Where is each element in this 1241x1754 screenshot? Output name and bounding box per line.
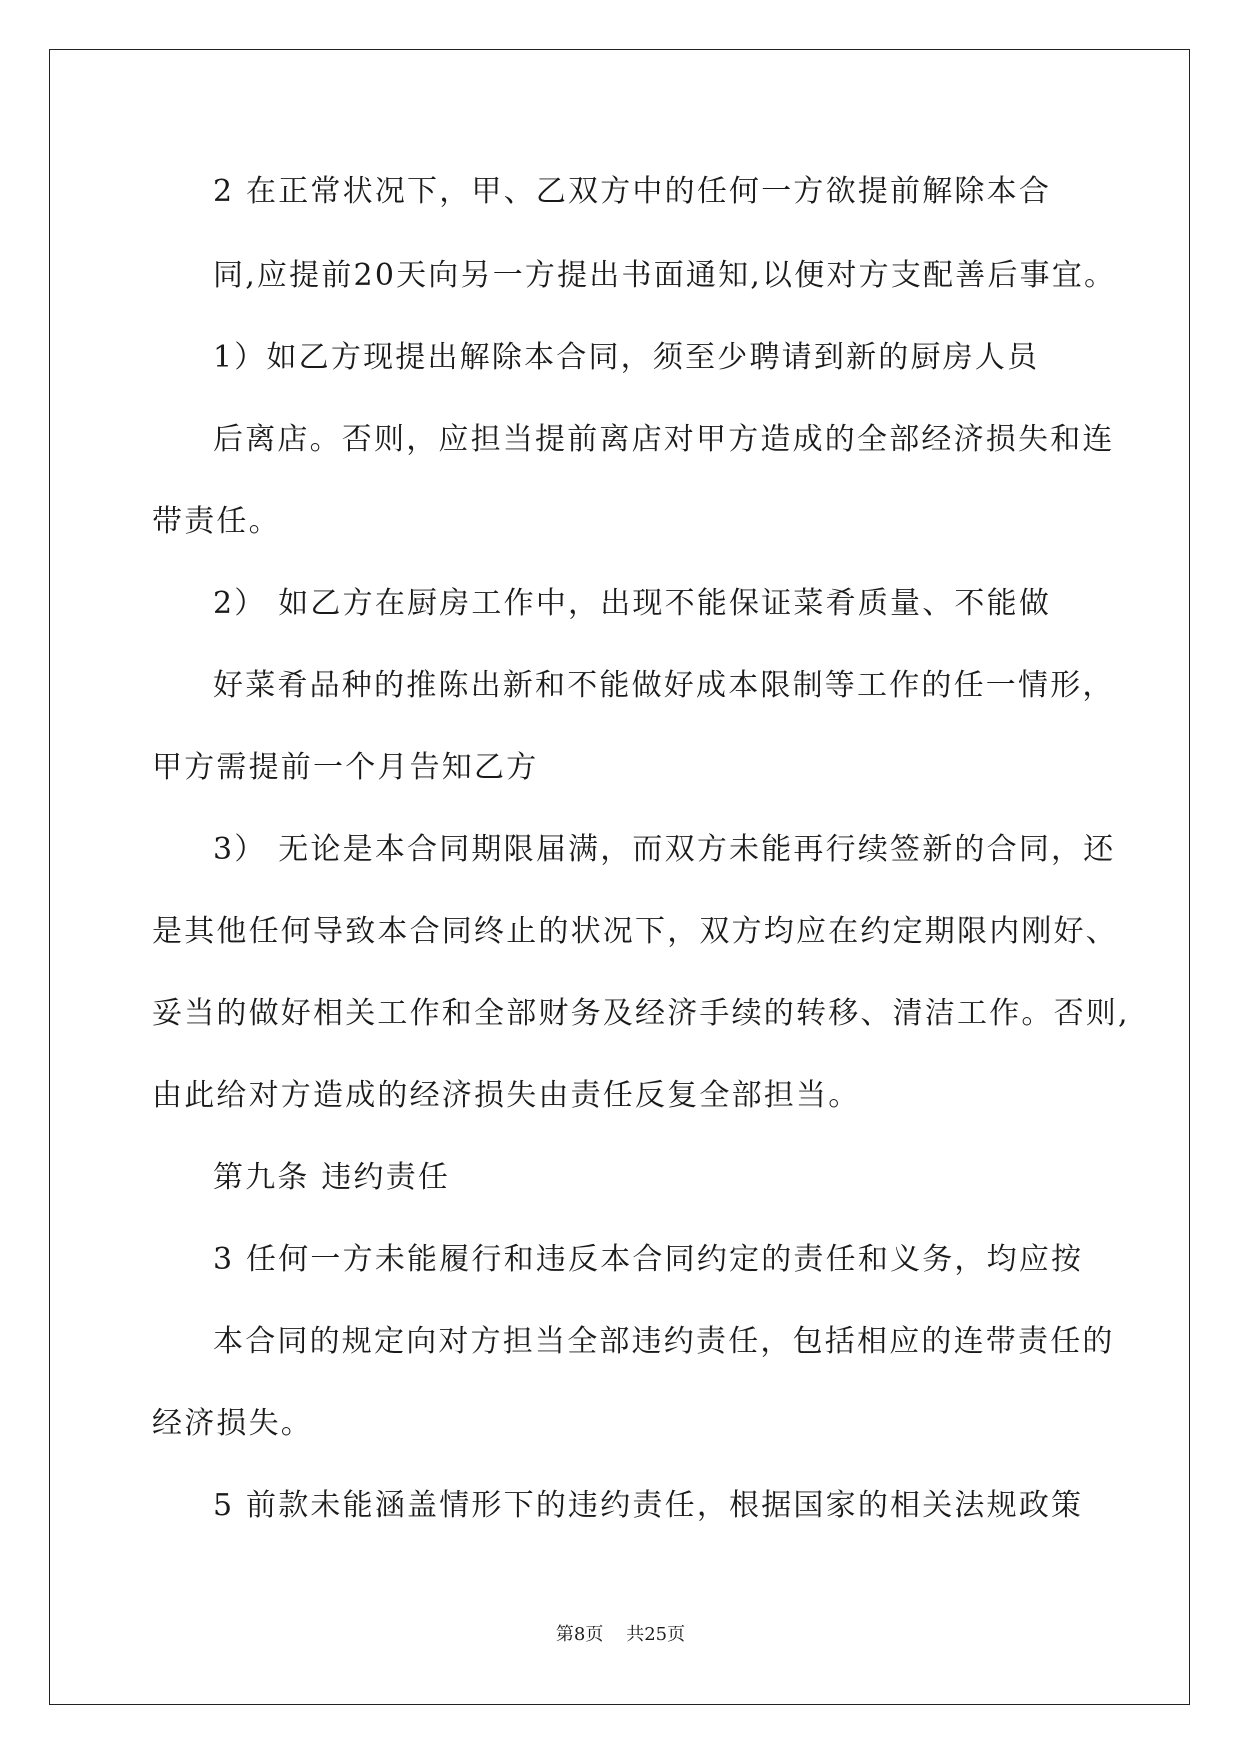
text-line-1: 2 在正常状况下，甲、乙双方中的任何一方欲提前解除本合 [213, 174, 1052, 209]
text-line-8: 甲方需提前一个月告知乙方 [152, 750, 539, 785]
text-line-16: 经济损失。 [152, 1406, 313, 1441]
text-line-3: 1）如乙方现提出解除本合同，须至少聘请到新的厨房人员 [213, 340, 1040, 375]
text-line-7: 好菜肴品种的推陈出新和不能做好成本限制等工作的任一情形， [213, 668, 1115, 703]
text-line-11: 妥当的做好相关工作和全部财务及经济手续的转移、清洁工作。否则, [152, 996, 1130, 1031]
page-number-footer: 第8页 共25页 [555, 1624, 686, 1645]
text-line-12: 由此给对方造成的经济损失由责任反复全部担当。 [152, 1078, 861, 1113]
page-border [49, 49, 1190, 1705]
text-line-2: 同,应提前20天向另一方提出书面通知,以便对方支配善后事宜。 [213, 258, 1117, 293]
text-line-17: 5 前款未能涵盖情形下的违约责任，根据国家的相关法规政策 [213, 1488, 1084, 1523]
text-line-5: 带责任。 [152, 504, 281, 539]
text-line-10: 是其他任何导致本合同终止的状况下，双方均应在约定期限内刚好、 [152, 914, 1118, 949]
text-line-15: 本合同的规定向对方担当全部违约责任，包括相应的连带责任的 [213, 1324, 1115, 1359]
text-line-9: 3） 无论是本合同期限届满，而双方未能再行续签新的合同，还 [213, 832, 1116, 867]
text-line-4: 后离店。否则，应担当提前离店对甲方造成的全部经济损失和连 [213, 422, 1115, 457]
text-line-6: 2） 如乙方在厨房工作中，出现不能保证菜肴质量、不能做 [213, 586, 1052, 621]
text-line-14: 3 任何一方未能履行和违反本合同约定的责任和义务，均应按 [213, 1242, 1084, 1277]
section-heading: 第九条 违约责任 [213, 1160, 451, 1195]
